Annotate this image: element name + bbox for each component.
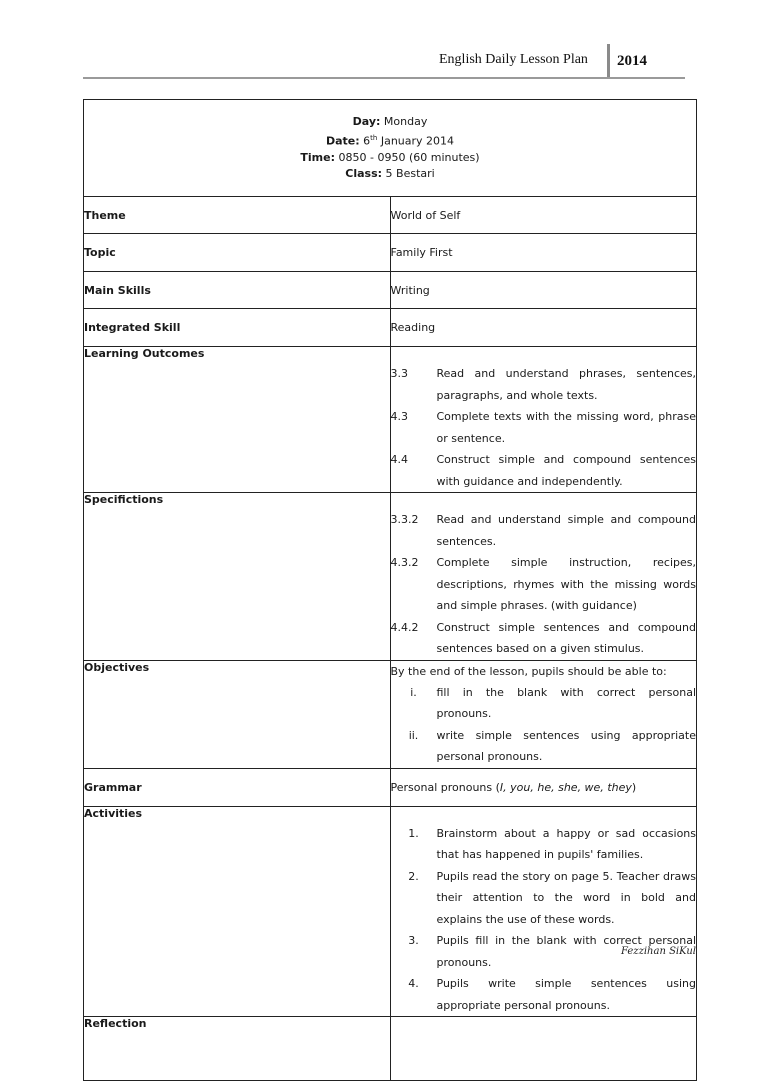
list-item (391, 449, 697, 492)
learning-outcomes-label: Learning Outcomes (84, 347, 391, 493)
list-item (391, 617, 697, 660)
item-text: Pupils write simple sentences using appropriate personal pronouns. (436, 977, 696, 1012)
item-number: i. (410, 685, 417, 699)
day-label: Day: (352, 115, 381, 128)
reflection-row (84, 1017, 697, 1081)
topic-value: Family First (390, 234, 697, 272)
author-signature: Fezzihan SiKul (621, 946, 697, 957)
list-item (391, 509, 697, 552)
objectives-value (390, 660, 697, 768)
item-text: Complete texts with the missing word, phrase or sentence. (436, 410, 696, 445)
list-item (391, 725, 697, 768)
specifications-value (390, 493, 697, 661)
specifications-row (84, 493, 697, 661)
grammar-pronouns: I, you, he, she, we, they (499, 780, 632, 794)
list-item (391, 866, 697, 931)
item-text: write simple sentences using appropriate personal pronouns. (436, 728, 696, 763)
item-text: Read and understand phrases, sentences, paragraphs, and whole texts. (436, 367, 696, 402)
info-row (84, 100, 697, 197)
item-number: 3.3.2 (390, 513, 419, 526)
theme-label: Theme (84, 197, 391, 234)
objectives-row (84, 660, 697, 768)
grammar-label: Grammar (84, 768, 391, 806)
item-text: Pupils read the story on page 5. Teacher draws their attention to the word in bold and explains the use of these words. (436, 869, 696, 926)
class-label: Class: (345, 166, 383, 180)
theme-value: World of Self (390, 197, 697, 234)
integrated-skill-label: Integrated Skill (84, 309, 391, 347)
item-number: 4.3.2 (390, 556, 419, 569)
grammar-value (390, 768, 697, 806)
item-number: 4. (408, 977, 419, 990)
main-skills-row (84, 272, 697, 309)
item-number: 4.3 (390, 410, 408, 423)
specifications-label: Specifictions (84, 493, 391, 661)
item-text: Read and understand simple and compound sentences. (436, 513, 696, 548)
integrated-skill-value: Reading (390, 309, 697, 347)
main-skills-value: Writing (390, 272, 697, 309)
day-value: Monday (383, 115, 428, 128)
date-rest: January 2014 (380, 134, 455, 148)
main-skills-label: Main Skills (84, 272, 391, 309)
learning-outcomes-row (84, 347, 697, 493)
lesson-plan-table (83, 99, 697, 1081)
learning-outcomes-value (390, 347, 697, 493)
item-number: 2. (408, 869, 419, 883)
item-text: Complete simple instruction, recipes, descriptions, rhymes with the missing words and simple phrases. (with guidance) (436, 556, 696, 612)
integrated-skill-row (84, 309, 697, 347)
objectives-label: Objectives (84, 660, 391, 768)
item-number: 1. (408, 826, 419, 840)
item-number: 4.4.2 (390, 620, 419, 634)
activities-row (84, 806, 697, 1017)
list-item (391, 363, 697, 406)
item-number: ii. (408, 728, 419, 742)
item-number: 3.3 (390, 367, 408, 380)
activities-value (390, 806, 697, 1017)
list-item (391, 823, 697, 866)
date-suffix: th (370, 134, 378, 142)
class-value: 5 Bestari (385, 166, 435, 180)
reflection-value (390, 1017, 697, 1081)
list-item (391, 552, 697, 617)
lesson-info (84, 100, 697, 197)
grammar-row (84, 768, 697, 806)
grammar-suffix: ) (631, 780, 637, 794)
objectives-intro: By the end of the lesson, pupils should be able to: (390, 664, 667, 678)
item-text: Construct simple sentences and compound sentences based on a given stimulus. (436, 620, 696, 655)
item-number: 3. (408, 934, 419, 947)
item-text: Brainstorm about a happy or sad occasions that has happened in pupils' families. (436, 826, 696, 861)
header-separator (607, 44, 610, 78)
time-value: 0850 - 0950 (60 minutes) (338, 150, 480, 164)
item-text: Construct simple and compound sentences with guidance and independently. (436, 453, 696, 488)
item-text: Pupils fill in the blank with correct personal pronouns. (436, 934, 696, 969)
grammar-prefix: Personal pronouns ( (390, 780, 500, 794)
reflection-label: Reflection (84, 1017, 391, 1081)
list-item (391, 406, 697, 449)
document-header-title: English Daily Lesson Plan (439, 52, 588, 67)
list-item (391, 682, 697, 725)
activities-label: Activities (84, 806, 391, 1017)
header-rule (83, 77, 685, 79)
time-label: Time: (300, 150, 336, 164)
list-item (391, 973, 697, 1016)
item-number: 4.4 (390, 453, 408, 466)
theme-row (84, 197, 697, 234)
topic-label: Topic (84, 234, 391, 272)
date-day: 6 (363, 134, 371, 148)
document-header-year: 2014 (617, 53, 647, 69)
topic-row (84, 234, 697, 272)
item-text: fill in the blank with correct personal pronouns. (436, 685, 696, 720)
date-label: Date: (325, 134, 360, 148)
